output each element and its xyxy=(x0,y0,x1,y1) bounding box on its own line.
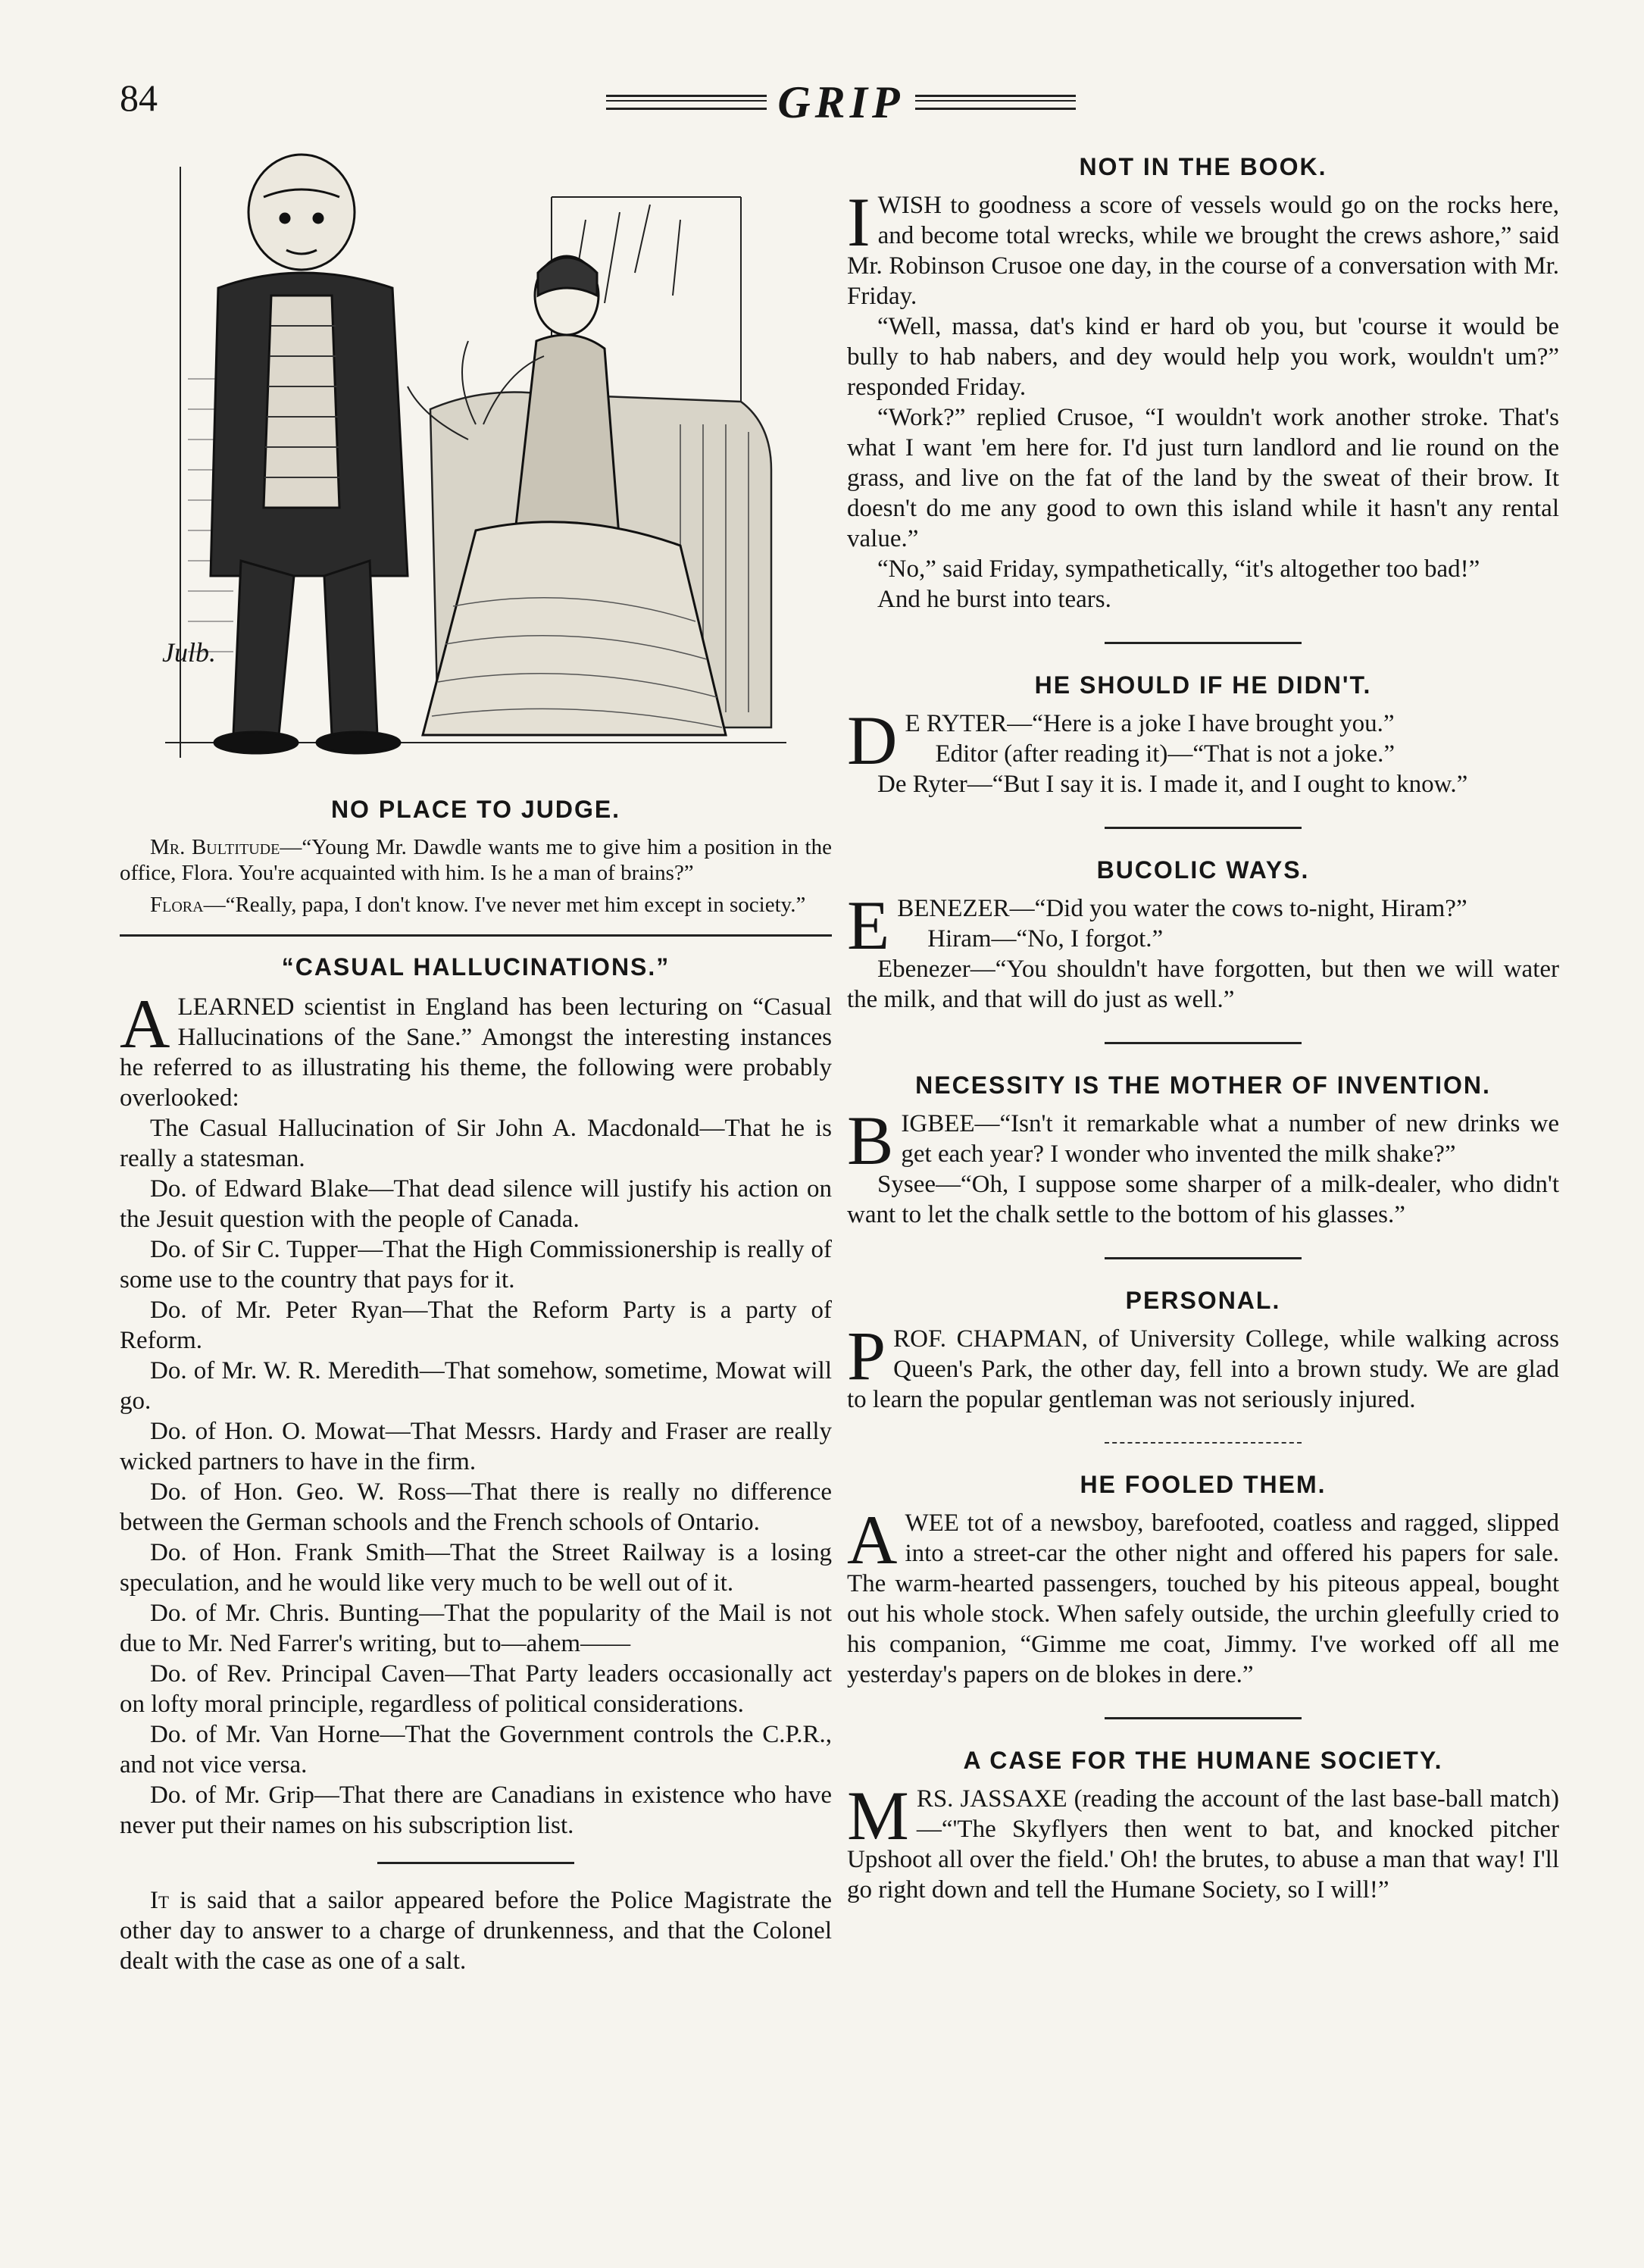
caption-line-2 xyxy=(120,892,832,918)
section-divider xyxy=(1105,1717,1302,1719)
section-divider xyxy=(1105,827,1302,829)
humane-drop-cap: M xyxy=(847,1777,909,1854)
right-column xyxy=(847,144,1559,1905)
necessity-title: NECESSITY IS THE MOTHER OF INVENTION. xyxy=(915,1071,1491,1099)
sailor-paragraph xyxy=(120,1885,832,1976)
necessity-p2: Sysee—“Oh, I suppose some sharper of a milk-dealer, who didn't want to let the chalk settle to the bottom of his glasses.” xyxy=(847,1171,1559,1228)
bucolic-p3: Ebenezer—“You shouldn't have forgotten, but then we will water the milk, and that will do just as well.” xyxy=(847,956,1559,1013)
section-divider xyxy=(377,1862,574,1864)
fooled-title: HE FOOLED THEM. xyxy=(1080,1471,1327,1498)
casual-item: Do. of Mr. Van Horne—That the Government controls the C.P.R., and not vice versa. xyxy=(120,1721,832,1778)
joke-p2: Editor (after reading it)—“That is not a joke.” xyxy=(935,740,1396,768)
joke-title: HE SHOULD IF HE DIDN'T. xyxy=(1034,671,1372,699)
casual-intro-text: LEARNED scientist in England has been lecturing on “Casual Hallucinations of the Sane.” Amongst the interesting instances he referred to as illustrating his theme, the following were probably overlooked: xyxy=(120,993,832,1112)
casual-title: “CASUAL HALLUCINATIONS.” xyxy=(281,953,670,981)
book-p3: “Work?” replied Crusoe, “I wouldn't work another stroke. That's what I want 'em here for. I'd just turn landlord and lie round on the grass, and live on the fat of the land by the sweat of their brow. It doesn't do me any good to own this island while it hasn't any rental value.” xyxy=(847,404,1559,552)
section-divider xyxy=(120,934,832,937)
caption-line-1 xyxy=(120,834,832,886)
book-p1 xyxy=(847,183,1559,311)
sailor-text: is said that a sailor appeared before the Police Magistrate the other day to answer to a charge of drunkenness, and that the Colonel dealt with the case as one of a salt. xyxy=(120,1887,833,1975)
joke-drop-cap: D xyxy=(847,702,898,779)
fooled-p1 xyxy=(847,1501,1559,1690)
casual-item: Do. of Mr. Peter Ryan—That the Reform Party is a party of Reform. xyxy=(120,1297,832,1354)
necessity-p1-text: IGBEE—“Isn't it remarkable what a number of new drinks we get each year? I wonder who invented the milk shake?” xyxy=(901,1110,1559,1168)
casual-item: Do. of Hon. Geo. W. Ross—That there is really no difference between the German schools and the French schools of Ontario. xyxy=(120,1478,832,1536)
bucolic-title: BUCOLIC WAYS. xyxy=(1096,856,1310,884)
left-column xyxy=(120,144,832,1976)
casual-item: Do. of Rev. Principal Caven—That Party leaders occasionally act on lofty moral principle, regardless of political considerations. xyxy=(120,1660,832,1718)
casual-item: Do. of Hon. O. Mowat—That Messrs. Hardy and Fraser are really wicked partners to have in the firm. xyxy=(120,1418,832,1475)
necessity-p1 xyxy=(847,1102,1559,1179)
cartoon-signature: Julb. xyxy=(162,637,216,668)
casual-item: Do. of Sir C. Tupper—That the High Commissionership is really of some use to the country that pays for it. xyxy=(120,1236,832,1294)
personal-p1 xyxy=(847,1317,1559,1415)
joke-p1-text: E RYTER—“Here is a joke I have brought you.” xyxy=(905,710,1395,737)
cartoon-illustration xyxy=(150,152,802,788)
personal-title: PERSONAL. xyxy=(1125,1287,1281,1314)
necessity-drop-cap: B xyxy=(847,1102,894,1179)
book-drop-cap: I xyxy=(847,183,870,261)
fooled-drop-cap: A xyxy=(847,1501,898,1578)
casual-item: Do. of Mr. Grip—That there are Canadians in existence who have never put their names on his subscription list. xyxy=(120,1782,832,1839)
masthead-rule-right xyxy=(915,95,1076,110)
caption-text-1: —“Young Mr. Dawdle wants me to give him a position in the office, Flora. You're acquainted with him. Is he a man of brains?” xyxy=(120,835,832,885)
masthead-title: GRIP xyxy=(777,77,905,127)
casual-item: Do. of Hon. Frank Smith—That the Street Railway is a losing speculation, and he would like very much to be well out of it. xyxy=(120,1539,832,1597)
book-p4: “No,” said Friday, sympathetically, “it's altogether too bad!” xyxy=(877,555,1480,583)
casual-item: The Casual Hallucination of Sir John A. Macdonald—That he is really a statesman. xyxy=(120,1115,832,1172)
page-number: 84 xyxy=(120,77,158,119)
casual-intro xyxy=(120,985,832,1113)
caption-speaker-2: Flora xyxy=(150,893,204,917)
fooled-p1-text: WEE tot of a newsboy, barefooted, coatless and ragged, slipped into a street-car the other night and offered his papers for sale. The warm-hearted passengers, touched by his piteous appeal, bought out his whole stock. When safely outside, the urchin gleefully cried to his companion, “Gimme me coat, Jimmy. I've worked off all me yesterday's papers on de blokes in dere.” xyxy=(847,1509,1559,1688)
casual-drop-cap: A xyxy=(120,985,170,1062)
section-divider xyxy=(1105,1042,1302,1044)
caption-speaker-1: Mr. Bultitude xyxy=(150,835,280,859)
cartoon-drawing xyxy=(150,152,802,788)
joke-p3: De Ryter—“But I say it is. I made it, and I ought to know.” xyxy=(877,771,1468,798)
masthead-rule-left xyxy=(606,95,767,110)
humane-p1-text: RS. JASSAXE (reading the account of the last base-ball match)—“'The Skyflyers then went to bat, and knocked pitcher Upshoot all over the field.' Oh! the brutes, to abuse a man that way! I'll go right down and tell the Humane Society, so I will!” xyxy=(847,1785,1559,1904)
section-divider xyxy=(1105,642,1302,644)
book-p2: “Well, massa, dat's kind er hard ob you, but 'course it would be bully to hab nabers, and dey would help you work, wouldn't um?” responded Friday. xyxy=(847,313,1559,401)
humane-p1 xyxy=(847,1777,1559,1905)
casual-item: Do. of Mr. Chris. Bunting—That the popularity of the Mail is not due to Mr. Ned Farrer's writing, but to—ahem—— xyxy=(120,1600,832,1657)
caption-text-2: —“Really, papa, I don't know. I've never met him except in society.” xyxy=(203,893,806,917)
masthead xyxy=(606,76,1076,129)
personal-p1-text: ROF. CHAPMAN, of University College, while walking across Queen's Park, the other day, fell into a brown study. We are glad to learn the popular gentleman was not seriously injured. xyxy=(847,1325,1559,1413)
caption-title: NO PLACE TO JUDGE. xyxy=(330,796,621,823)
book-p1-text: WISH to goodness a score of vessels would go on the rocks here, and become total wrecks, while we brought the crews ashore,” said Mr. Robinson Crusoe one day, in the course of a conversation with Mr. Friday. xyxy=(847,192,1559,310)
bucolic-p1-text: BENEZER—“Did you water the cows to-night, Hiram?” xyxy=(897,895,1467,922)
bucolic-drop-cap: E xyxy=(847,887,890,964)
casual-item: Do. of Edward Blake—That dead silence will justify his action on the Jesuit question with the people of Canada. xyxy=(120,1175,832,1233)
humane-title: A CASE FOR THE HUMANE SOCIETY. xyxy=(963,1747,1443,1774)
book-p5: And he burst into tears. xyxy=(877,586,1111,613)
book-title: NOT IN THE BOOK. xyxy=(1079,153,1327,180)
personal-drop-cap: P xyxy=(847,1317,886,1394)
section-divider xyxy=(1105,1442,1302,1444)
casual-item: Do. of Mr. W. R. Meredith—That somehow, sometime, Mowat will go. xyxy=(120,1357,832,1415)
section-divider xyxy=(1105,1257,1302,1259)
sailor-lead: It xyxy=(150,1887,170,1914)
bucolic-p2: Hiram—“No, I forgot.” xyxy=(927,925,1164,953)
